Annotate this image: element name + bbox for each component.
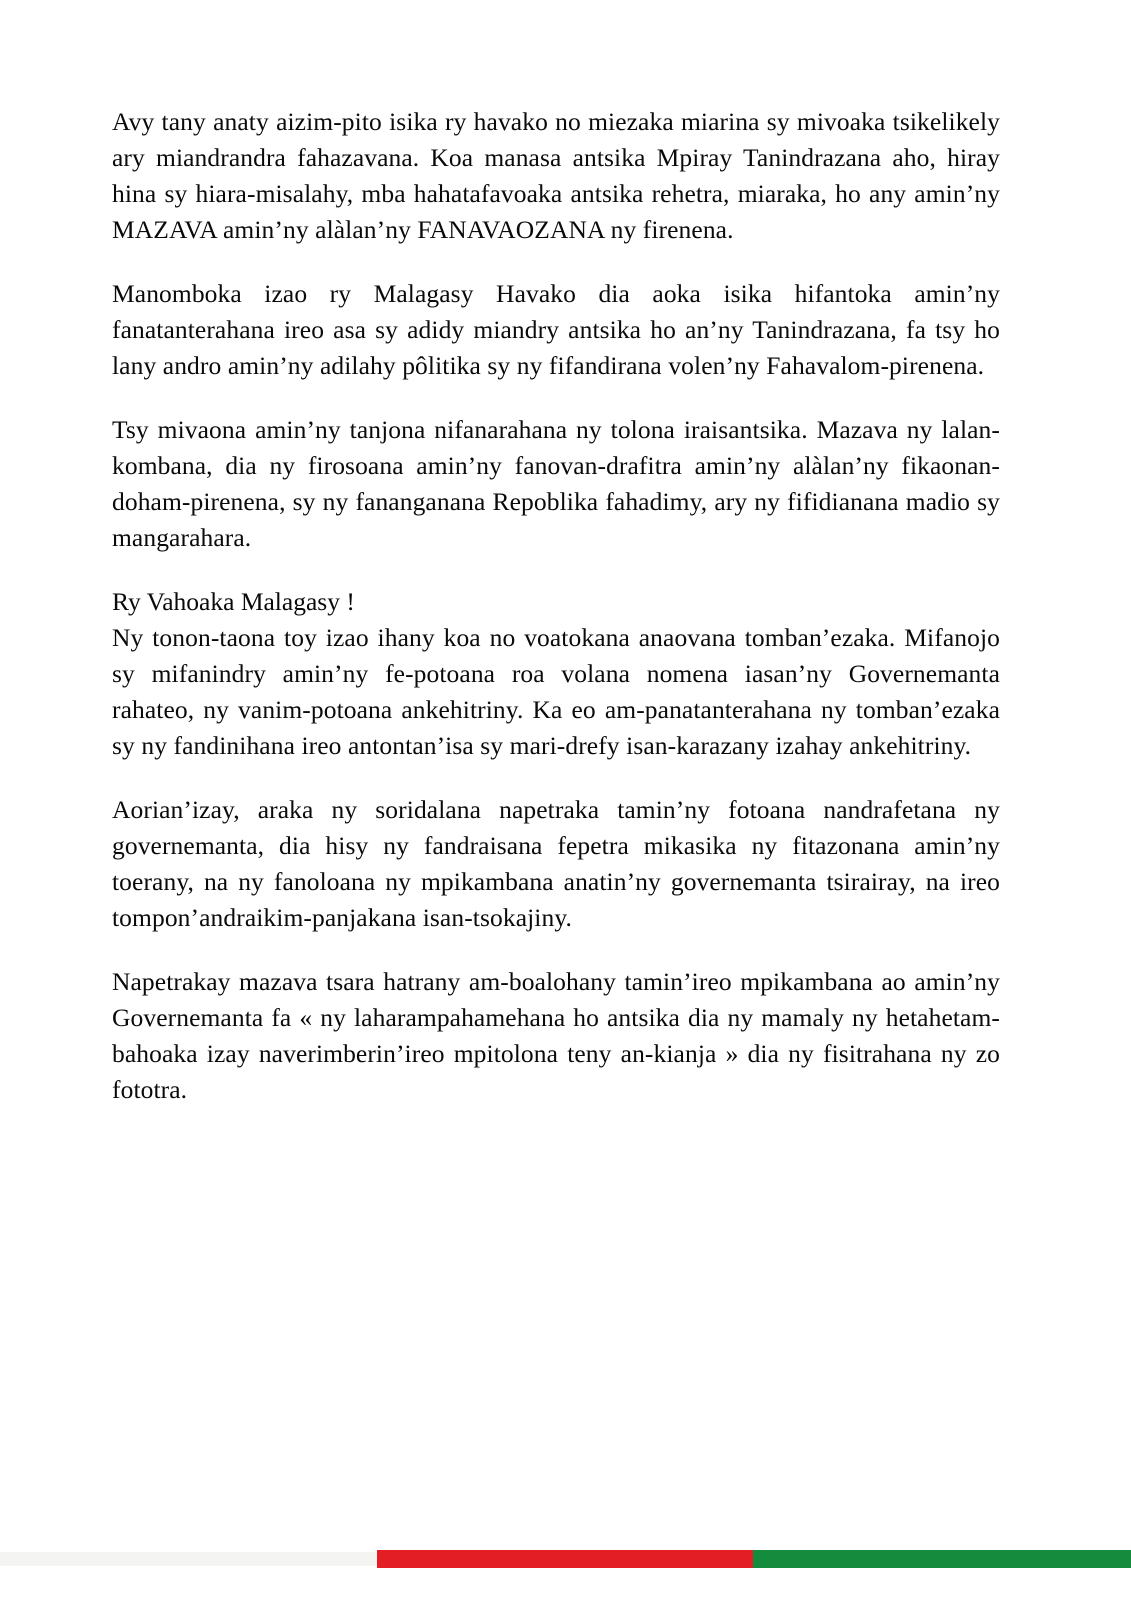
footer-flag-bar (0, 1550, 1131, 1568)
salutation-block (112, 584, 1000, 764)
footer-red-stripe (377, 1550, 753, 1568)
salutation-paragraph: Ny tonon-taona toy izao ihany koa no voatokana anaovana tomban’ezaka. Mifanojo sy mifanindry amin’ny fe-potoana roa volana nomena iasan’ny Governemanta rahateo, ny vanim-potoana ankehitriny. Ka eo am-panatanterahana ny tomban’ezaka sy ny fandinihana ireo antontan’isa sy mari-drefy isan-karazany izahay ankehitriny. (112, 623, 1000, 760)
paragraph-2: Manomboka izao ry Malagasy Havako dia aoka isika hifantoka amin’ny fanatanterahana ireo asa sy adidy miandry antsika ho an’ny Tanindrazana, fa tsy ho lany andro amin’ny adilahy pôlitika sy ny fifandirana volen’ny Fahavalom-pirenena. (112, 279, 1000, 380)
salutation-heading: Ry Vahoaka Malagasy ! (112, 587, 355, 616)
footer-gray-strip (0, 1552, 377, 1566)
paragraph-3: Tsy mivaona amin’ny tanjona nifanarahana ny tolona iraisantsika. Mazava ny lalan-kombana, dia ny firosoana amin’ny fanovan-drafitra amin’ny alàlan’ny fikaonan-doham-pirenena, sy ny fananganana Repoblika fahadimy, ary ny fifidianana madio sy mangarahara. (112, 415, 1000, 552)
document-body (112, 104, 1000, 1108)
footer-green-stripe (753, 1550, 1131, 1568)
paragraph-5: Aorian’izay, araka ny soridalana napetraka tamin’ny fotoana nandrafetana ny governemanta, dia hisy ny fandraisana fepetra mikasika ny fitazonana amin’ny toerany, na ny fanoloana ny mpikambana anatin’ny governemanta tsirairay, na ireo tompon’andraikim-panjakana isan-tsokajiny. (112, 795, 1000, 932)
paragraph-6: Napetrakay mazava tsara hatrany am-boalohany tamin’ireo mpikambana ao amin’ny Governemanta fa « ny laharampahamehana ho antsika dia ny mamaly ny hetahetam-bahoaka izay naverimberin’ireo mpitolona teny an-kianja » dia ny fisitrahana ny zo fototra. (112, 967, 1000, 1104)
paragraph-1: Avy tany anaty aizim-pito isika ry havako no miezaka miarina sy mivoaka tsikelikely ary miandrandra fahazavana. Koa manasa antsika Mpiray Tanindrazana aho, hiray hina sy hiara-misalahy, mba hahatafavoaka antsika rehetra, miaraka, ho any amin’ny MAZAVA amin’ny alàlan’ny FANAVAOZANA ny firenena. (112, 107, 1000, 244)
